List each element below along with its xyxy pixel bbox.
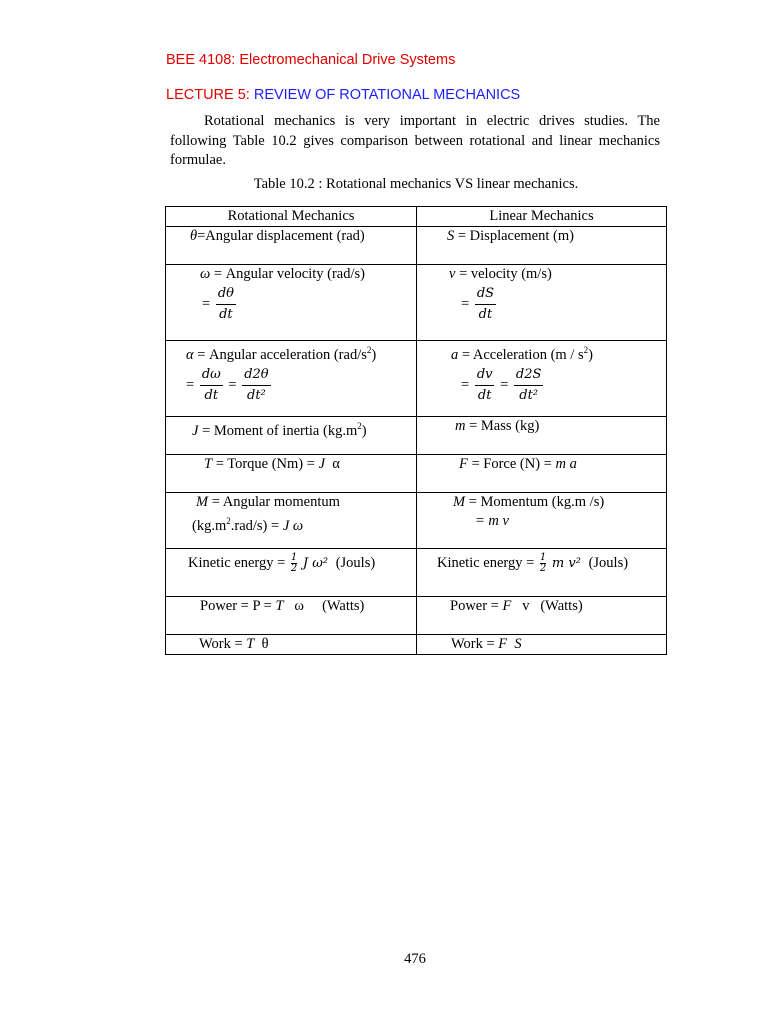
symbol: ω [294, 598, 304, 614]
denominator: dt² [519, 387, 539, 403]
symbol: m [455, 418, 466, 434]
numerator: dv [475, 365, 495, 386]
symbol: a [451, 346, 459, 363]
header-rotational: Rotational Mechanics [166, 207, 417, 227]
table-row [166, 417, 667, 455]
symbol: T [275, 598, 284, 614]
superscript: 2 [226, 516, 231, 526]
fraction [514, 365, 544, 406]
cell-text: = Acceleration (m / s [458, 346, 584, 363]
course-title: BEE 4108: Electromechanical Drive Systems [166, 52, 456, 68]
denominator: dt [204, 387, 219, 403]
cell-rot-displacement [166, 227, 417, 265]
cell-rot-kinetic-energy [166, 549, 417, 597]
cell-lin-kinetic-energy [417, 549, 667, 597]
unit: (Watts) [322, 598, 365, 614]
expression: J ω² [302, 556, 329, 571]
numerator: 1 [290, 552, 298, 563]
table-header-row [166, 207, 667, 227]
cell-lin-work [417, 635, 667, 655]
unit: (Watts) [540, 598, 583, 614]
cell-lin-acceleration: a = Acceleration $(m / s^2)$ = $\frac{dv}{dt}$ = $\frac{d2S}{\text{dt²}}$ [417, 341, 667, 417]
cell-text: = Angular velocity (rad/s) [210, 266, 365, 282]
numerator: dθ [216, 284, 236, 305]
cell-text: Kinetic energy = [188, 555, 286, 571]
lecture-title [166, 87, 520, 103]
symbol: S [447, 228, 455, 244]
table-row [166, 549, 667, 597]
denominator: 2 [539, 563, 547, 574]
numerator: dω [200, 365, 223, 386]
cell-rot-inertia [166, 417, 417, 455]
table-row [166, 493, 667, 549]
cell-text: ) [371, 346, 377, 363]
fraction [475, 365, 495, 406]
cell-lin-velocity: v = velocity (m/s) = $\frac{dS}{dt}$ [417, 265, 667, 341]
fraction-half [540, 553, 546, 574]
header-linear: Linear Mechanics [417, 207, 667, 227]
cell-text: Work = [199, 636, 247, 652]
fraction [200, 365, 223, 406]
symbol: J ω [282, 517, 304, 534]
symbol: M [196, 494, 209, 510]
cell-rot-acceleration: α = Angular acceleration $(rad/s^2)$ = $\frac{d\omega}{dt}$ = $\frac{d2\theta}{\text{dt²}}$ [166, 341, 417, 417]
cell-text: = Force (N) = [467, 456, 556, 472]
cell-text: = Angular momentum [208, 494, 340, 510]
cell-text: Power = [450, 598, 503, 614]
cell-rot-velocity: ω = Angular velocity (rad/s) = $\frac{d\theta}{dt}$ [166, 265, 417, 341]
cell-text: Work = [451, 636, 499, 652]
symbol: F [459, 456, 468, 472]
table-row [166, 341, 667, 417]
cell-text: = Angular acceleration (rad/s [193, 346, 367, 363]
symbol: θ [190, 228, 198, 244]
fraction [242, 365, 270, 406]
cell-lin-force [417, 455, 667, 493]
symbol: m a [555, 456, 577, 472]
cell-text: (kg.m [192, 517, 227, 534]
cell-text: = Mass (kg) [465, 418, 540, 434]
numerator: dS [475, 284, 496, 305]
cell-text: = Torque (Nm) = [212, 456, 319, 472]
unit: (Jouls) [335, 555, 376, 571]
table-row [166, 265, 667, 341]
fraction-half [291, 553, 297, 574]
cell-text: = velocity (m/s) [455, 266, 552, 282]
unit: (Jouls) [588, 555, 629, 571]
symbol: J [318, 456, 325, 472]
symbol: ω [200, 266, 211, 282]
denominator: dt [219, 307, 233, 322]
symbol: α [332, 456, 340, 472]
cell-text: = Momentum (kg.m /s) [465, 494, 605, 510]
fraction [216, 284, 236, 325]
cell-text: = Displacement (m) [454, 228, 574, 244]
superscript: 2 [357, 421, 362, 431]
expression: m v² [551, 556, 581, 571]
symbol: T [204, 456, 213, 472]
cell-text: .rad/s) = [230, 517, 283, 534]
intro-paragraph: Rotational mechanics is very important in electric drives studies. The following Table 10.2 gives comparison between rotational and linear mechanics formulae. [170, 113, 660, 168]
cell-lin-displacement [417, 227, 667, 265]
cell-text: =Angular displacement (rad) [197, 228, 365, 244]
cell-text: Power = P = [200, 598, 276, 614]
symbol: S [514, 636, 522, 652]
cell-lin-momentum [417, 493, 667, 549]
table-row [166, 597, 667, 635]
cell-text: = m v [475, 513, 509, 529]
superscript: 2 [583, 345, 589, 355]
cell-rot-torque [166, 455, 417, 493]
page-number: 476 [404, 951, 426, 967]
cell-text: = Moment of inertia (kg.m [198, 422, 358, 439]
cell-rot-work [166, 635, 417, 655]
numerator: d2θ [242, 365, 270, 386]
denominator: 2 [290, 563, 298, 574]
superscript: 2 [366, 345, 372, 355]
symbol: J [192, 422, 199, 439]
denominator: dt² [247, 387, 266, 403]
table-row [166, 455, 667, 493]
symbol: θ [261, 636, 269, 652]
symbol: M [453, 494, 466, 510]
cell-text: ) [361, 422, 367, 439]
symbol: α [186, 346, 194, 363]
symbol: F [502, 598, 512, 614]
table-row [166, 227, 667, 265]
cell-lin-mass [417, 417, 667, 455]
cell-lin-power [417, 597, 667, 635]
cell-rot-power [166, 597, 417, 635]
denominator: dt [477, 387, 492, 403]
symbol: T [246, 636, 255, 652]
table-row [166, 635, 667, 655]
symbol: F [498, 636, 508, 652]
numerator: d2S [514, 365, 544, 386]
cell-rot-momentum [166, 493, 417, 549]
symbol: v [449, 266, 456, 282]
fraction [475, 284, 496, 325]
cell-text: ) [588, 346, 593, 363]
comparison-table [165, 206, 667, 655]
symbol: v [522, 598, 530, 614]
lecture-heading: REVIEW OF ROTATIONAL MECHANICS [253, 87, 521, 103]
numerator: 1 [539, 552, 547, 563]
table-caption: Table 10.2 : Rotational mechanics VS linear mechanics. [253, 176, 579, 192]
cell-text: Kinetic energy = [437, 555, 535, 571]
lecture-number: LECTURE 5: [166, 87, 250, 103]
denominator: dt [478, 307, 493, 322]
